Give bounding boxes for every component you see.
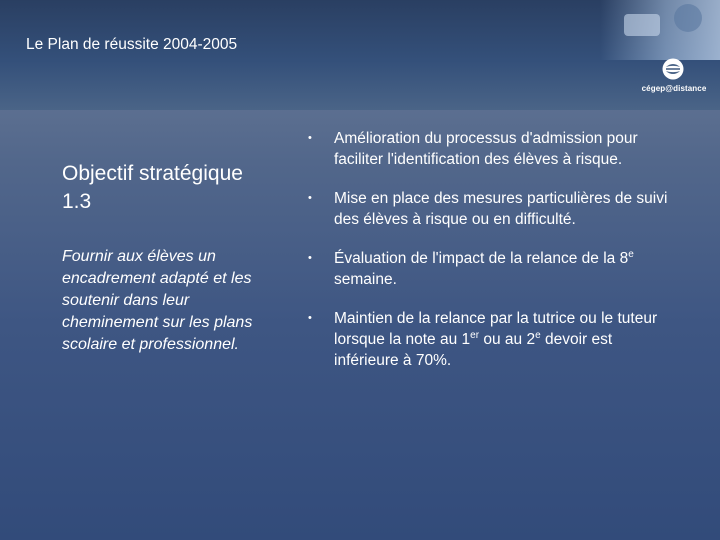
bullet-text-part: ou au 2	[479, 331, 536, 348]
cegep-logo	[634, 58, 714, 98]
logo-text: cégep@distance	[641, 84, 707, 93]
bullet-item	[300, 248, 672, 290]
bullet-text-part: semaine.	[334, 271, 397, 288]
bullet-marker: •	[308, 132, 312, 144]
bullet-marker: •	[308, 312, 312, 324]
bullet-text	[334, 250, 634, 288]
superscript: e	[535, 330, 541, 341]
bullet-text-part: Évaluation de l'impact de la relance de la 8	[334, 250, 629, 267]
bullet-text-part: Maintien de la relance par la tutrice ou le tuteur lorsque la note au 1	[334, 310, 658, 348]
header-band	[0, 0, 720, 110]
bullet-text-part: Amélioration du processus d'admission pour faciliter l'identification des élèves à risque.	[334, 130, 638, 168]
objective-panel	[62, 160, 277, 356]
photo-shape	[624, 14, 660, 36]
bullet-text	[334, 130, 638, 168]
cegep-swirl-logo-icon	[662, 58, 684, 80]
bullet-text	[334, 190, 667, 228]
bullet-list	[300, 128, 672, 371]
bullet-item	[300, 188, 672, 230]
bullet-marker: •	[308, 192, 312, 204]
superscript: e	[628, 249, 634, 260]
superscript: er	[470, 330, 480, 341]
bullet-item	[300, 128, 672, 170]
header-photo-image	[600, 0, 720, 60]
objective-title: Objectif stratégique 1.3	[62, 162, 243, 213]
objective-description: Fournir aux élèves un encadrement adapté et les soutenir dans leur cheminement sur les plans scolaire et professionnel.	[62, 248, 253, 353]
photo-shape	[674, 4, 702, 32]
bullet-text-part: Mise en place des mesures particulières de suivi des élèves à risque ou en difficulté.	[334, 190, 668, 228]
bullet-text	[334, 310, 657, 369]
bullet-text-part: devoir est inférieure à 70%.	[334, 331, 613, 369]
deck-title: Le Plan de réussite 2004-2005	[26, 36, 238, 53]
bullet-marker: •	[308, 252, 312, 264]
bullet-panel	[300, 128, 672, 389]
bullet-item	[300, 308, 672, 371]
